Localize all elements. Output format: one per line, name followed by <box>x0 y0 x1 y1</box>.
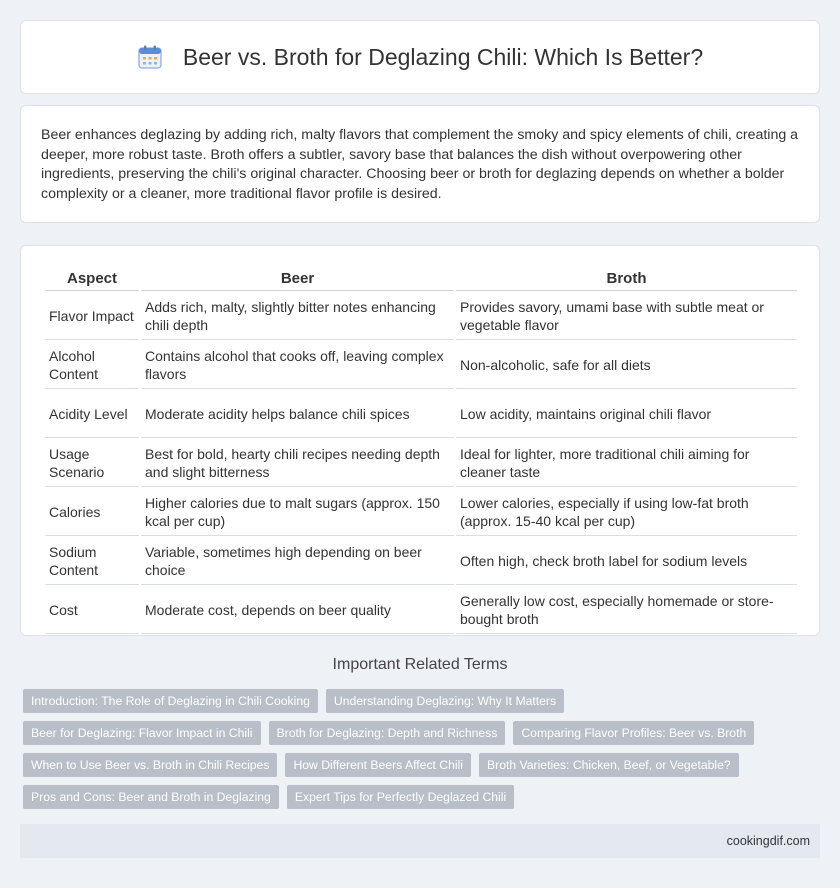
cell-aspect: Alcohol Content <box>45 342 139 389</box>
title-wrap <box>137 44 703 71</box>
cell-beer: Higher calories due to malt sugars (approx. 150 kcal per cup) <box>141 489 454 536</box>
cell-broth: Generally low cost, especially homemade or store-bought broth <box>456 587 797 634</box>
cell-aspect: Acidity Level <box>45 391 139 438</box>
table-row <box>45 538 797 585</box>
related-term-tag[interactable]: Understanding Deglazing: Why It Matters <box>326 689 564 713</box>
comparison-card <box>20 245 820 636</box>
cell-broth: Provides savory, umami base with subtle meat or vegetable flavor <box>456 293 797 340</box>
page-title: Beer vs. Broth for Deglazing Chili: Which Is Better? <box>182 43 704 70</box>
related-term-tag[interactable]: Expert Tips for Perfectly Deglazed Chili <box>287 785 514 809</box>
intro-card <box>20 105 820 223</box>
header-card <box>20 20 820 94</box>
related-term-tag[interactable]: Broth for Deglazing: Depth and Richness <box>269 721 506 745</box>
related-terms-title: Important Related Terms <box>332 656 508 673</box>
cell-beer: Adds rich, malty, slightly bitter notes enhancing chili depth <box>141 293 454 340</box>
footer <box>20 824 820 858</box>
table-row <box>45 293 797 340</box>
cell-broth: Non-alcoholic, safe for all diets <box>456 342 797 389</box>
table-header-row <box>45 266 797 291</box>
calendar-icon <box>137 44 163 70</box>
header-beer: Beer <box>141 266 454 291</box>
header-aspect: Aspect <box>45 266 139 291</box>
header-broth: Broth <box>456 266 797 291</box>
cell-broth: Often high, check broth label for sodium levels <box>456 538 797 585</box>
cell-beer: Best for bold, hearty chili recipes needing depth and slight bitterness <box>141 440 454 487</box>
related-term-tag[interactable]: Broth Varieties: Chicken, Beef, or Vegetable? <box>479 753 739 777</box>
table-row <box>45 489 797 536</box>
cell-aspect: Cost <box>45 587 139 634</box>
footer-site-link[interactable]: cookingdif.com <box>726 834 810 848</box>
table-row <box>45 587 797 634</box>
cell-aspect: Calories <box>45 489 139 536</box>
related-term-tag[interactable]: Pros and Cons: Beer and Broth in Deglazing <box>23 785 279 809</box>
cell-aspect: Sodium Content <box>45 538 139 585</box>
cell-beer: Moderate cost, depends on beer quality <box>141 587 454 634</box>
related-term-tag[interactable]: Introduction: The Role of Deglazing in Chili Cooking <box>23 689 318 713</box>
related-term-tag[interactable]: Beer for Deglazing: Flavor Impact in Chili <box>23 721 261 745</box>
cell-beer: Contains alcohol that cooks off, leaving complex flavors <box>141 342 454 389</box>
cell-broth: Ideal for lighter, more traditional chili aiming for cleaner taste <box>456 440 797 487</box>
cell-aspect: Usage Scenario <box>45 440 139 487</box>
table-row <box>45 391 797 438</box>
table-row <box>45 342 797 389</box>
related-terms-list <box>23 689 803 809</box>
intro-paragraph: Beer enhances deglazing by adding rich, malty flavors that complement the smoky and spicy elements of chili, creating a deeper, more robust taste. Broth offers a subtler, savory base that balances the dish without overpowering other ingredients, preserving the chili's original character. Choosing beer or broth for deglazing depends on whether a bolder complexity or a cleaner, more traditional flavor profile is desired. <box>41 127 799 202</box>
related-term-tag[interactable]: How Different Beers Affect Chili <box>285 753 471 777</box>
cell-beer: Variable, sometimes high depending on beer choice <box>141 538 454 585</box>
table-row <box>45 440 797 487</box>
cell-broth: Lower calories, especially if using low-fat broth (approx. 15-40 kcal per cup) <box>456 489 797 536</box>
comparison-table <box>43 264 799 636</box>
related-term-tag[interactable]: Comparing Flavor Profiles: Beer vs. Broth <box>513 721 754 745</box>
cell-beer: Moderate acidity helps balance chili spices <box>141 391 454 438</box>
cell-aspect: Flavor Impact <box>45 293 139 340</box>
cell-broth: Low acidity, maintains original chili flavor <box>456 391 797 438</box>
related-term-tag[interactable]: When to Use Beer vs. Broth in Chili Recipes <box>23 753 277 777</box>
